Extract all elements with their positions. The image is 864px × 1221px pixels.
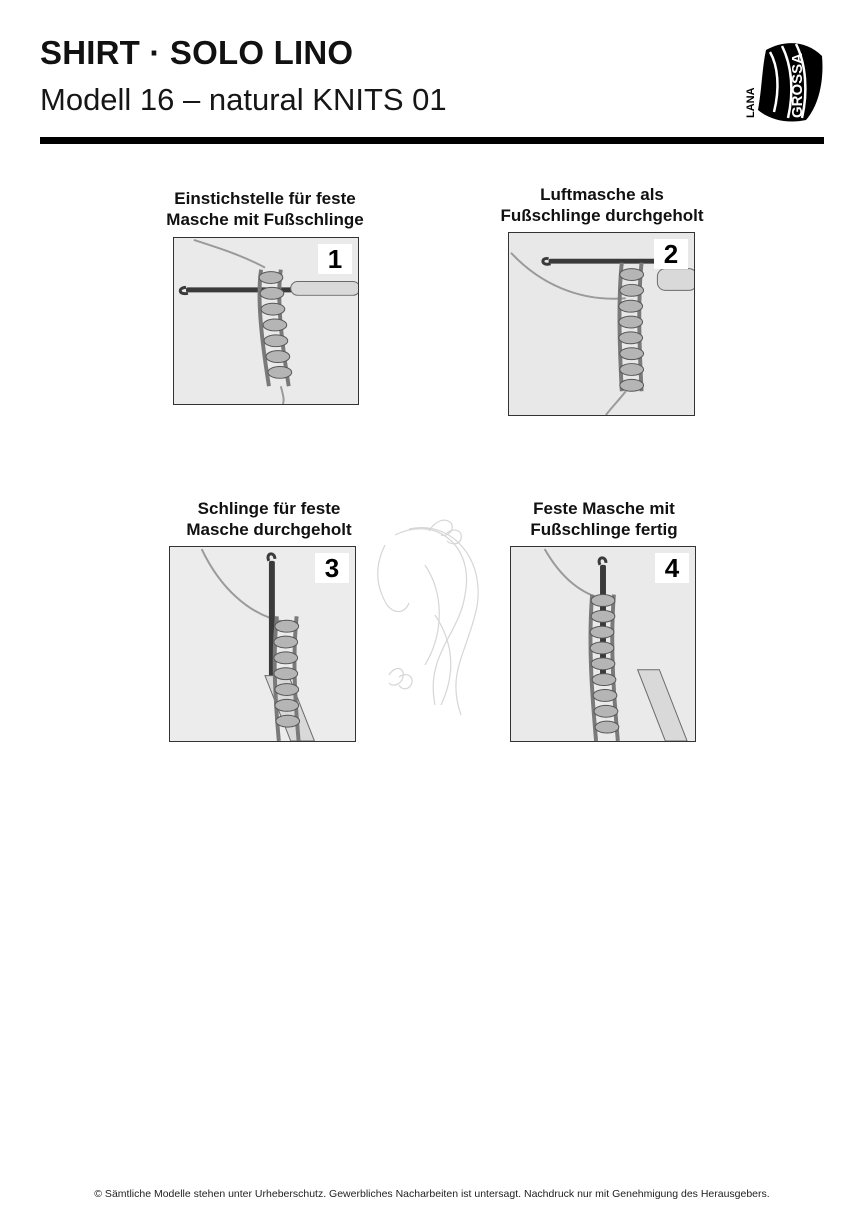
step-caption-line2: Masche mit Fußschlinge: [166, 210, 364, 229]
step-number: 4: [655, 553, 689, 583]
step-caption-line1: Feste Masche mit: [533, 499, 675, 518]
step-photo: [510, 546, 696, 742]
svg-text:LANA: LANA: [745, 87, 757, 118]
page-title: SHIRT · SOLO LINO: [40, 34, 354, 71]
step-number: 2: [654, 239, 688, 269]
step-caption-line2: Masche durchgeholt: [186, 520, 352, 539]
step-caption-line1: Einstichstelle für feste: [174, 189, 356, 208]
lana-grossa-logo: [744, 38, 826, 124]
step-caption-line1: Luftmasche als: [540, 185, 664, 204]
svg-text:GROSSA: GROSSA: [789, 52, 806, 118]
header-rule: [40, 137, 824, 144]
step-3: [157, 498, 381, 745]
step-4: [494, 498, 714, 745]
step-1: [150, 188, 380, 408]
step-caption-line2: Fußschlinge durchgeholt: [500, 206, 704, 225]
step-photo: [169, 546, 356, 742]
step-number: 3: [315, 553, 349, 583]
page-subtitle: Modell 16 – natural KNITS 01: [40, 82, 447, 117]
step-caption-line2: Fußschlinge fertig: [530, 520, 678, 539]
copyright-footer: © Sämtliche Modelle stehen unter Urheberschutz. Gewerbliches Nacharbeiten ist untersagt. Nachdruck nur mit Genehmigung des Herausgebers.: [94, 1188, 770, 1200]
step-photo: [508, 232, 695, 416]
step-number: 1: [318, 244, 352, 274]
step-caption-line1: Schlinge für feste: [197, 499, 341, 518]
step-photo: [173, 237, 359, 405]
decorative-watermark-icon: [365, 505, 505, 720]
step-2: [487, 184, 717, 419]
